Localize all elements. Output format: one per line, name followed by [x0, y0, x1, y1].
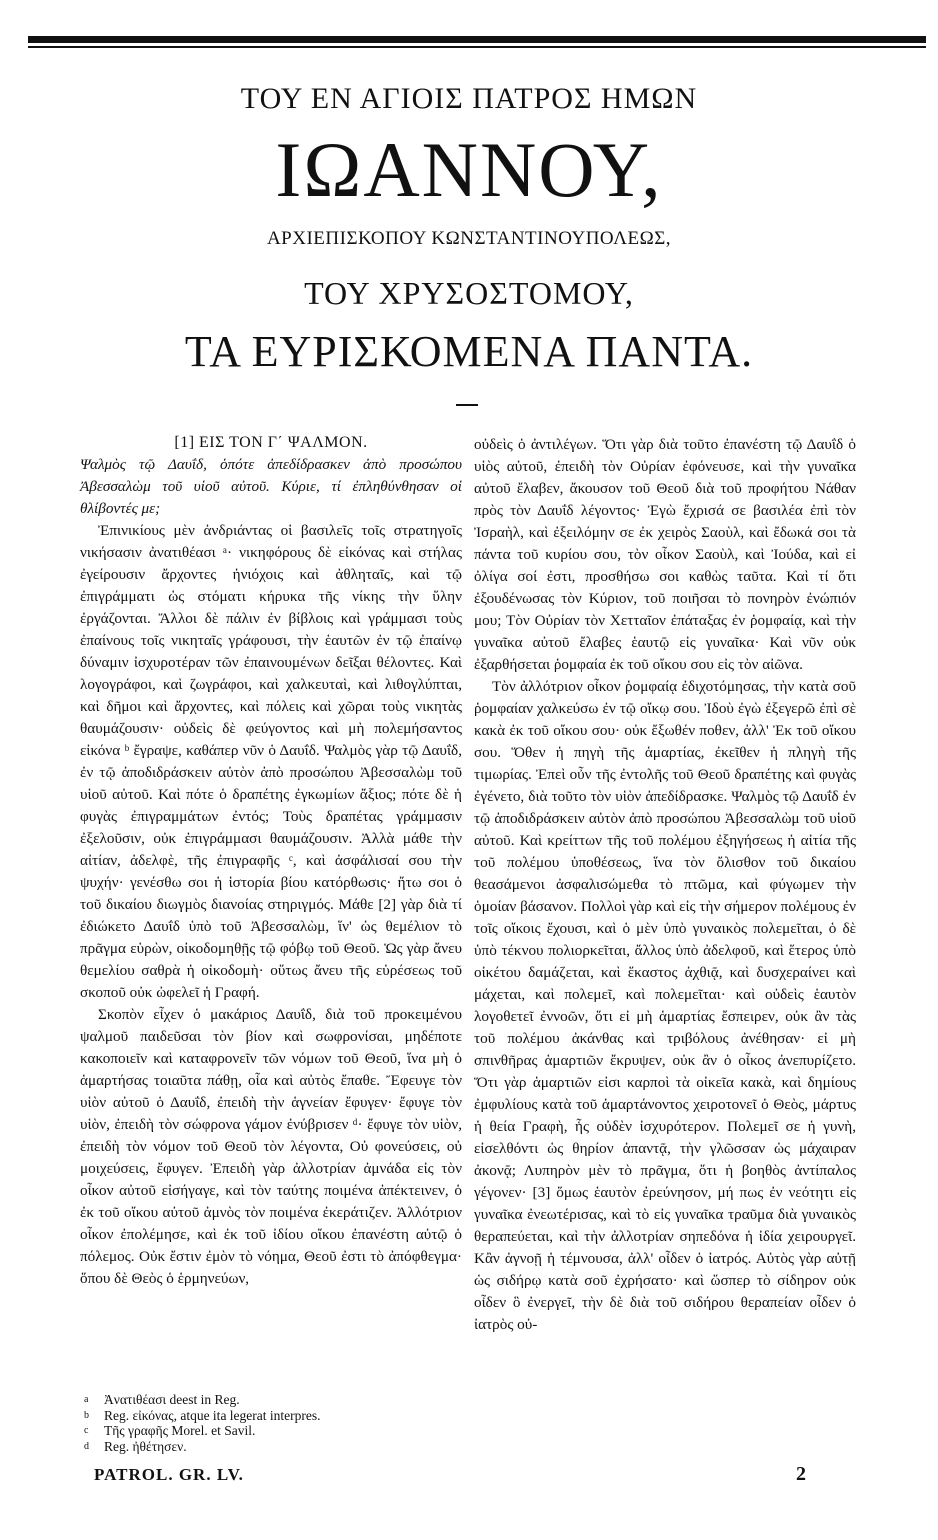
right-paragraph-1: οὐδεὶς ὁ ἀντιλέγων. Ὅτι γὰρ διὰ τοῦτο ἐπανέστη τῷ Δαυΐδ ὁ υἱὸς αὐτοῦ, ἐπειδὴ τὸν Οὐρίαν ἐφόνευσε, καὶ τὴν γυναῖκα αὐτοῦ ἔλαβεν, ἄκουσον τοῦ Θεοῦ διὰ τοῦ προφήτου Νάθαν πρὸς τὸν Δαυΐδ λέγοντος· Ἐγὼ ἔχρισά σε βασιλέα ἐπὶ τὸν Ἰσραὴλ, καὶ ἐξειλόμην σε ἐκ χειρὸς Σαοὺλ, καὶ ἔδωκά σοι τὰ πάντα τοῦ κυρίου σου, τὸν οἶκον Σαοὺλ, καὶ Ἰούδα, καὶ εἰ ὀλίγα σοί ἐστι, προσθήσω σοι καθὼς ταῦτα. Καὶ τί ὅτι ἐξουδένωσας τὸν Κύριον, τοῦ ποιῆσαι τὸ πονηρὸν ἐνώπιόν μου; Τὸν Οὐρίαν τὸν Χετταῖον ἐπάταξας ἐν ῥομφαίᾳ, καὶ τὴν γυναῖκα αὐτοῦ ἔλαβες ἑαυτῷ εἰς γυναῖκα· Καὶ νῦν οὐκ ἐξαρθήσεται ῥομφαία ἐκ τοῦ οἴκου σου εἰς τὸν αἰῶνα.	[474, 436, 856, 673]
left-paragraph-1: Ἐπινικίους μὲν ἀνδριάντας οἱ βασιλεῖς τοῖς στρατηγοῖς νικήσασιν ἀνατιθέασι ᵃ· νικηφόρους δὲ εἰκόνας καὶ στήλας ἐγείρουσιν ἄρχοντες ἡνιόχοις καὶ ἀθληταῖς, καὶ τῷ ἐπιγράμματι ὡς στόματι κήρυκα τῆς νίκης τὴν ὕλην ἐργάζονται. Ἄλλοι δὲ πάλιν ἐν βίβλοις καὶ γράμμασι τοὺς ἐπαίνους τοῖς νικηταῖς γράφουσι, τὴν ἑαυτῶν ἐν τῷ ἐπαίνῳ δύναμιν ἰσχυροτέραν τῶν ἐπαινουμένων δεῖξαι θέλοντες. Καὶ λογογράφοι, καὶ ζωγράφοι, καὶ χαλκευταὶ, καὶ λιθογλύπται, καὶ δῆμοι καὶ ἄρχοντες, καὶ πόλεις καὶ χῶραι τοὺς νικητὰς θαυμάζουσιν· οὐδεὶς δὲ φεύγοντος καὶ μὴ πολεμήσαντος εἰκόνα ᵇ ἔγραψε, καθάπερ νῦν ὁ Δαυΐδ. Ψαλμὸς γὰρ τῷ Δαυΐδ, ἐν τῷ ἀποδιδράσκειν αὐτὸν ἀπὸ προσώπου Ἀβεσσαλὼμ τοῦ υἱοῦ αὐτοῦ. Καὶ πότε ὁ δραπέτης ἐγκωμίων ἄξιος; πότε δὲ ἡ φυγὰς ἐπιγραμμάτων ἐντός; Τοὺς δραπέτας γράμμασιν ἐξελοῦσιν, οὐκ ἐπιγράμμασι θαυμάζουσιν. Ἀλλὰ μάθε τὴν αἰτίαν, ἀδελφὲ, τῆς ἐπιγραφῆς ᶜ, καὶ ἀσφάλισαί σου τὴν ψυχήν· γενέσθω σοι ἡ ἱστορία βίου κατόρθωσις· ἤτω σοι ὁ τοῦ δικαίου διωγμὸς διανοίας στηριγμός. Μάθε [2] γὰρ διὰ τί ἐδιώκετο Δαυΐδ ὑπὸ τοῦ Ἀβεσσαλὼμ, ἵν' ὡς θεμέλιον τὸ πρᾶγμα εὑρὼν, οἰκοδομηθῇς τῷ φόβῳ τοῦ Θεοῦ. Ὡς γὰρ ἄνευ θεμελίου σαθρὰ ἡ οἰκοδομὴ· οὕτως ἄνευ τῆς εὑρέσεως τοῦ σκοποῦ οὐκ ὠφελεῖ ἡ Γραφή.	[80, 522, 462, 1001]
footnote-mark: c	[84, 1425, 89, 1436]
title-line-1: ΤΟΥ ΕΝ ΑΓΙΟΙΣ ΠΑΤΡΟΣ ΗΜΩΝ	[240, 82, 698, 115]
right-column	[474, 434, 856, 1336]
left-paragraph-2: Σκοπὸν εἶχεν ὁ μακάριος Δαυΐδ, διὰ τοῦ προκειμένου ψαλμοῦ παιδεῦσαι τὸν βίον καὶ σωφρονίσαι, μηδέποτε κακοποιεῖν καὶ καταφρονεῖν τῶν νόμων τοῦ Θεοῦ, ἵνα μὴ ὁ ἁμαρτήσας τοιαῦτα πάθῃ, οἷα καὶ αὐτὸς ἔπαθε. Ἔφευγε τὸν υἱὸν αὐτοῦ ὁ Δαυΐδ, ἐπειδὴ τὴν ἁγνείαν ἔφυγεν· ἔφυγε τὸν υἱὸν, ἐπειδὴ τὸν σώφρονα γάμον ἐνύβρισεν ᵈ· ἔφυγε τὸν υἱὸν, ἐπειδὴ τὸν νόμον τοῦ Θεοῦ τὸν λέγοντα, Οὐ φονεύσεις, οὐ μοιχεύσεις, ἔφυγεν. Ἐπειδὴ γὰρ ἀλλοτρίαν ἀμνάδα εἰς τὸν οἶκον αὐτοῦ εἰσήγαγε, καὶ τὸν ταύτης ποιμένα ἀπέκτεινεν, ὁ ἐκ τοῦ οἴκου αὐτοῦ ἀμνὸς τὸν ποιμένα ἐκεράτιζεν. Ἀλλότριον οἶκον ἐπολέμησε, καὶ ἐκ τοῦ ἰδίου οἴκου ἐπανέστη αὐτῷ ὁ πόλεμος. Οὐκ ἔστιν ἐμὸν τὸ νόημα, Θεοῦ ἐστι τὸ ἀπόφθεγμα· ὅπου δὲ Θεὸς ὁ ἑρμηνεύων,	[80, 1006, 462, 1287]
section-heading: [1] ΕΙΣ ΤΟΝ Γ΄ ΨΑΛΜΟΝ.	[174, 434, 368, 451]
footnote-mark: a	[84, 1394, 89, 1405]
footnote-text: Ἀνατιθέασι deest in Reg.	[104, 1392, 240, 1407]
footnote-mark: b	[84, 1409, 89, 1421]
right-paragraph-2: Τὸν ἀλλότριον οἶκον ῥομφαίᾳ ἐδιχοτόμησας, τὴν κατὰ σοῦ ῥομφαίαν χαλκεύσω ἐν τῷ οἴκῳ σου. Ἰδοὺ ἐγὼ ἐξεγερῶ ἐπὶ σὲ κακὰ ἐκ τοῦ οἴκου σου· οὐκ ἔξωθέν ποθεν, ἀλλ' Ἐκ τοῦ οἴκου σου. Ὅθεν ἡ πηγὴ τῆς ἁμαρτίας, ἐκεῖθεν ἡ πληγὴ τῆς τιμωρίας. Ἐπεὶ οὖν τῆς ἐντολῆς τοῦ Θεοῦ δραπέτης καὶ φυγὰς ἐγένετο, διὰ τοῦτο τὸν υἱὸν ἀπεδίδρασκε. Ψαλμὸς τῷ Δαυΐδ ἐν τῷ ἀποδιδράσκειν αὐτὸν ἀπὸ προσώπου Ἀβεσσαλὼμ τοῦ υἱοῦ αὐτοῦ. Καὶ κρείττων τῆς τοῦ πολέμου ἐξηγήσεως ἡ αἰτία τῆς τοῦ πολέμου ὑποθέσεως, ἵνα τὸν ὄλισθον τοῦ δικαίου θεασάμενοι ἀσφαλισώμεθα τὸ πτῶμα, καὶ φύγωμεν τὴν ὁμοίαν βάσανον. Πολλοὶ γὰρ καὶ εἰς τὴν σήμερον πολέμους ἐν τοῖς οἴκοις ἔχουσι, καὶ ὁ μὲν ὑπὸ γυναικὸς πολεμεῖται, ὁ δὲ ὑπὸ τέκνου πολιορκεῖται, ἄλλος ὑπὸ ἀδελφοῦ, καὶ ἕτερος ὑπὸ οἰκέτου δαμάζεται, καὶ ἕκαστος ἀχθιᾷ, καὶ δυσχεραίνει καὶ μάχεται, καὶ πολεμεῖ, καὶ πολεμεῖται· καὶ οὐδεὶς ἑαυτὸν λογοθετεῖ ἐννοῶν, ὅτι εἰ μὴ ἁμαρτίας ἔσπειρεν, οὐκ ἂν τὰς τοῦ πολέμου ἀκάνθας καὶ τριβόλους ἀνέθησαν· εἰ μὴ σπινθῆρας ἁμαρτιῶν ἔκρυψεν, οὐκ ἂν ὁ οἶκος ἀνεπυρίζετο. Ὅτι γὰρ ἁμαρτιῶν εἰσι καρποὶ τὰ οἰκεῖα κακὰ, καὶ δημίους ἐμφυλίους κατὰ τοῦ ἁμαρτάνοντος χειροτονεῖ ὁ Θεὸς, μάρτυς ἡ θεία Γραφὴ, ἧς οὐδὲν ἰσχυρότερον. Πολεμεῖ σε ἡ γυνὴ, εἰσελθόντι ὡς θηρίον ἀπαντᾷ, τὴν γλῶσσαν ὡς μάχαιραν ἀκονᾷ; Λυπηρὸν μὲν τὸ πρᾶγμα, ὅτι ἡ βοηθὸς ἀντίπαλος γέγονεν· [3] ὅμως ἑαυτὸν ἐρεύνησον, μή πως ἐν νεότητι εἰς γυναῖκα ἐνεωτέρισας, καὶ τὸ εἰς γυναῖκα τραῦμα διὰ γυναικὸς θεραπεύεται, καὶ τὴν ἀλλοτρίαν σηπεδόνα ἡ ἰδία χειρουργεῖ. Κἂν ἀγνοῇ ἡ τέμνουσα, ἀλλ' οἶδεν ὁ ἰατρός. Αὐτὸς γὰρ αὐτῇ ὡς σιδήρῳ κατὰ σοῦ ἐχρήσατο· καὶ ὥσπερ τὸ σίδηρον οὐκ οἶδεν ὃ ἐνεργεῖ, τὴν δὲ διὰ τοῦ σιδήρου θεραπείαν οἶδεν ὁ ἰατρὸς οὐ-	[474, 678, 856, 1333]
top-rule-thick	[28, 36, 926, 43]
title-epithet: ΤΟΥ ΧΡΥΣΟΣΤΟΜΟΥ,	[304, 275, 634, 311]
title-divider	[456, 404, 478, 406]
footnote-mark: d	[84, 1440, 89, 1452]
title-author: ΙΩΑΝΝΟΥ,	[275, 126, 663, 213]
footer-series-label: PATROL. GR. LV.	[94, 1465, 244, 1484]
footnote	[84, 1439, 444, 1455]
page-number: 2	[796, 1463, 806, 1485]
footnote	[84, 1408, 444, 1424]
top-rule-thin	[28, 46, 926, 48]
title-office: ΑΡΧΙΕΠΙΣΚΟΠΟΥ ΚΩΝΣΤΑΝΤΙΝΟΥΠΟΛΕΩΣ,	[266, 228, 672, 249]
footnote	[84, 1423, 444, 1439]
psalm-title: Ψαλμὸς τῷ Δαυΐδ, ὁπότε ἀπεδίδρασκεν ἀπὸ προσώπου Ἀβεσσαλὼμ τοῦ υἱοῦ αὐτοῦ. Κύριε, τί ἐπληθύνθησαν οἱ θλίβοντές με;	[80, 456, 462, 517]
title-works: ΤΑ ΕΥΡΙΣΚΟΜΕΝΑ ΠΑΝΤΑ.	[184, 327, 754, 376]
footnote	[84, 1392, 444, 1408]
footnote-text: Reg. εἰκόνας, atque ita legerat interpres.	[104, 1407, 321, 1423]
footnotes	[84, 1392, 444, 1454]
footnote-text: Τῆς γραφῆς Morel. et Savil.	[104, 1423, 256, 1438]
left-column	[80, 432, 462, 1290]
footnote-text: Reg. ἠθέτησεν.	[104, 1438, 187, 1454]
